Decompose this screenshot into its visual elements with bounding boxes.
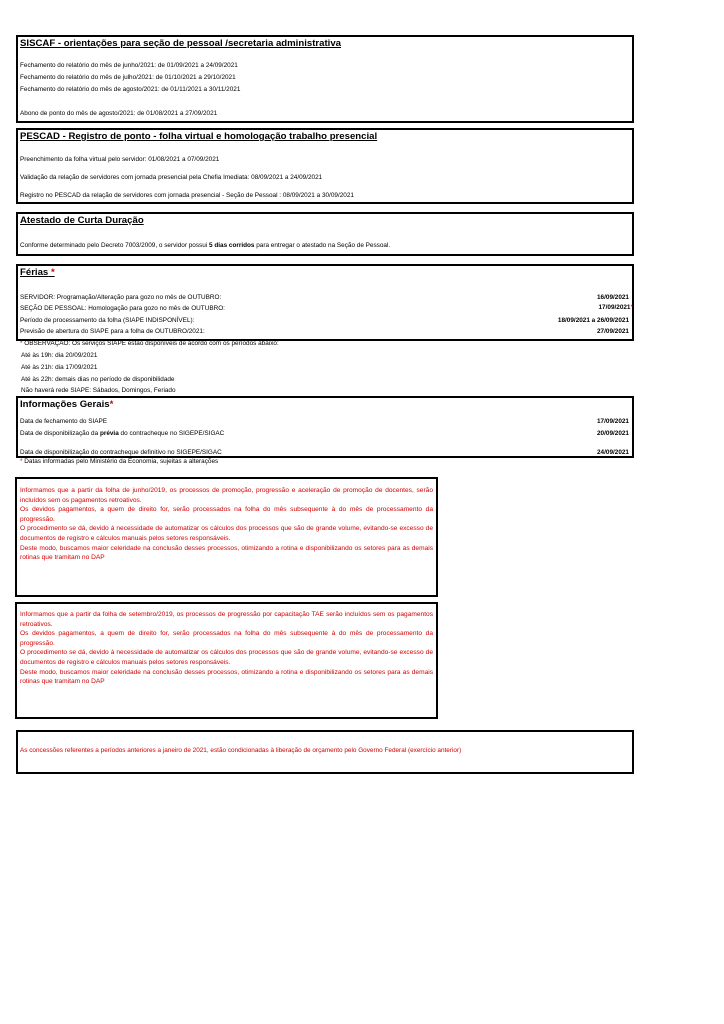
observation-line: Até às 21h: dia 17/09/2021	[21, 364, 98, 371]
info-row-value: 20/09/2021	[597, 430, 629, 437]
siscaf-line: Fechamento do relatório do mês de agosto/2021: de 01/11/2021 a 30/11/2021	[20, 86, 241, 93]
notice-paragraph: Os devidos pagamentos, a quem de direito for, serão processados na folha do mês subsequente à do mês de processamento da progressão.	[20, 506, 433, 523]
ferias-row-asterisk: *	[630, 304, 633, 311]
info-row-value: 24/09/2021	[597, 449, 629, 456]
siscaf-line: Fechamento do relatório do mês de julho/2021: de 01/10/2021 a 29/10/2021	[20, 74, 236, 81]
observation-line: Não haverá rede SIAPE: Sábados, Domingos, Feriado	[21, 387, 176, 394]
siscaf-abono: Abono de ponto do mês de agosto/2021: de 01/08/2021 a 27/09/2021	[20, 110, 218, 117]
observation-line: Até às 22h: demais dias no período de disponibilidade	[21, 376, 175, 383]
notice-paragraph: Deste modo, buscamos maior celeridade na conclusão desses processos, otimizando a rotina e disponibilizando os setores para as demais rotinas que tramitam no DAP	[20, 668, 433, 686]
ferias-row-label: Previsão de abertura do SIAPE para a folha de OUTUBRO/2021:	[20, 328, 205, 335]
atestado-days: 5 dias corridos	[209, 242, 255, 249]
notice-orcamento-text: As concessões referentes a períodos anteriores a janeiro de 2021, estão condicionadas à liberação de orçamento pelo Governo Federal (exercício anterior)	[20, 747, 462, 754]
siscaf-title: SISCAF - orientações para seção de pessoal /secretaria administrativa	[20, 38, 341, 49]
atestado-title: Atestado de Curta Duração	[20, 215, 144, 226]
siscaf-line: Fechamento do relatório do mês de junho/2021: de 01/09/2021 a 24/09/2021	[20, 62, 238, 69]
notice-paragraph: Informamos que a partir da folha de junho/2019, os processos de promoção, progressão e aceleração de promoção de docentes, serão incluídos sem os pagamentos retroativos.	[20, 487, 433, 504]
atestado-text	[20, 242, 390, 250]
ferias-title-text: Férias	[20, 267, 49, 278]
pescad-title: PESCAD - Registro de ponto - folha virtual e homologação trabalho presencial	[20, 131, 378, 142]
notice-paragraph: Os devidos pagamentos, a quem de direito for, serão processados na folha do mês subsequente à do mês de processamento da progressão.	[20, 630, 433, 647]
info-row-value: 17/09/2021	[597, 418, 629, 425]
info-previa-text-end: do contracheque no SIGEPE/SIGAC	[118, 430, 225, 437]
info-previa-bold: prévia	[99, 430, 119, 437]
info-row-label	[20, 430, 224, 438]
atestado-text-start: Conforme determinado pelo Decreto 7003/2009, o servidor possui	[20, 242, 209, 249]
ferias-row-value	[599, 304, 634, 312]
ferias-row-value: 16/09/2021	[597, 294, 629, 301]
pescad-line: Registro no PESCAD da relação de servidores com jornada presencial - Seção de Pessoal : 08/09/2021 a 30/09/2021	[20, 192, 354, 199]
ferias-date-homologacao: 17/09/2021	[598, 304, 631, 311]
ferias-row-value: 27/09/2021	[597, 328, 629, 335]
notice-tae-text	[20, 610, 433, 687]
pescad-line: Validação da relação de servidores com jornada presencial pela Chefia Imediata: 08/09/2021 a 24/09/2021	[20, 174, 323, 181]
footnote-text: Datas informadas pelo Ministério da Economia, sujeitas a alterações	[22, 458, 219, 465]
ferias-row-value: 18/09/2021 a 26/09/2021	[557, 317, 629, 324]
observation-text: OBSERVAÇÃO: Os serviços SIAPE estão disponíveis de acordo com os períodos abaixo:	[22, 340, 279, 347]
ferias-observation	[20, 340, 279, 348]
notice-paragraph: O procedimento se dá, devido à necessidade de automatizar os cálculos dos processos que são de grande volume, evitando-se excesso de documentos de registro e cálculos manuais pelos setores responsáveis.	[20, 649, 433, 666]
info-title	[20, 399, 113, 410]
info-previa-text-start: Data de disponibilização da	[20, 430, 100, 437]
observation-asterisk: *	[20, 340, 23, 347]
info-footnote	[20, 458, 218, 466]
info-asterisk: *	[109, 399, 114, 410]
ferias-row-label: SEÇÃO DE PESSOAL: Homologação para gozo no mês de OUTUBRO:	[20, 305, 225, 312]
ferias-title	[20, 267, 55, 278]
info-row-label: Data de fechamento do SIAPE	[20, 418, 108, 425]
atestado-text-end: para entregar o atestado na Seção de Pessoal.	[254, 242, 391, 249]
notice-paragraph: Deste modo, buscamos maior celeridade na conclusão desses processos, otimizando a rotina e disponibilizando os setores para as demais rotinas que tramitam no DAP	[20, 544, 433, 562]
notice-docentes-text	[20, 486, 433, 563]
info-row-label: Data de disponibilização do contracheque definitivo no SIGEPE/SIGAC	[20, 449, 222, 456]
footnote-asterisk: *	[20, 458, 23, 465]
pescad-line: Preenchimento da folha virtual pelo servidor: 01/08/2021 a 07/09/2021	[20, 156, 220, 163]
observation-line: Até às 19h: dia 20/09/2021	[21, 352, 98, 359]
ferias-asterisk: *	[50, 267, 55, 278]
info-title-text: Informações Gerais	[20, 399, 110, 410]
notice-paragraph: Informamos que a partir da folha de setembro/2019, os processos de progressão por capacitação TAE serão incluídos sem os pagamentos retroativos.	[20, 611, 433, 628]
ferias-row-label: Período de processamento da folha (SIAPE INDISPONÍVEL):	[20, 317, 195, 324]
notice-paragraph: O procedimento se dá, devido à necessidade de automatizar os cálculos dos processos que são de grande volume, evitando-se excesso de documentos de registro e cálculos manuais pelos setores responsáveis.	[20, 525, 433, 542]
ferias-row-label: SERVIDOR: Programação/Alteração para gozo no mês de OUTUBRO:	[20, 294, 222, 301]
